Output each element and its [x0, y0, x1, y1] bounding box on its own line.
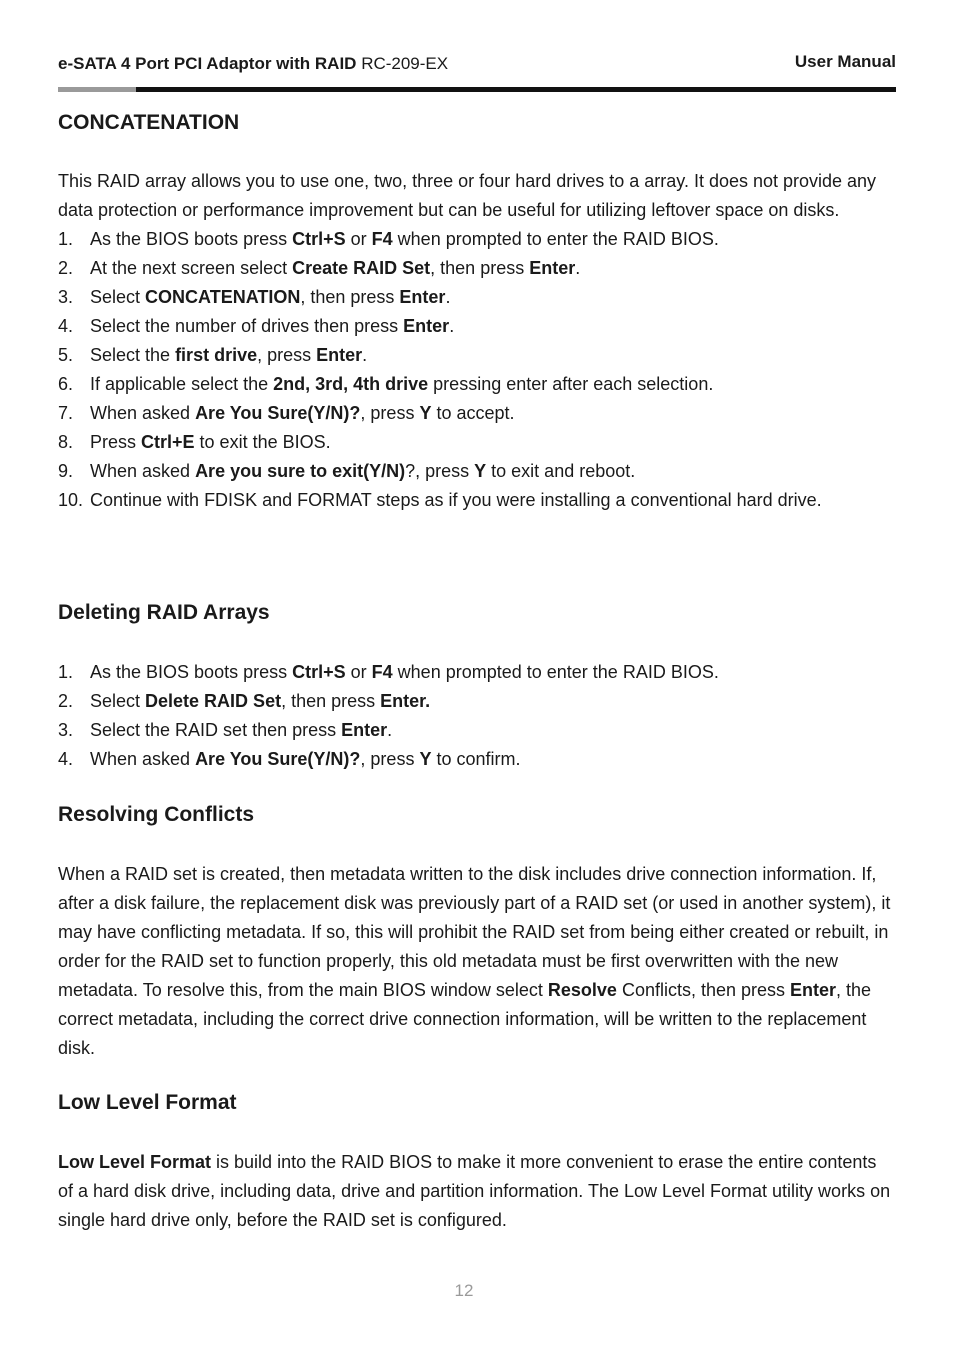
list-item	[58, 716, 896, 745]
text-step: Select the number of drives then press	[90, 316, 404, 336]
text-step: Select the	[90, 345, 176, 365]
emphasis-step: Create RAID Set	[292, 258, 431, 278]
list-item-number: 1.	[58, 229, 74, 249]
list-item-number: 3.	[58, 720, 74, 740]
resolving-heading: Resolving Conflicts	[58, 803, 255, 826]
text-step: If applicable select the	[90, 374, 274, 394]
text-step: or	[345, 662, 372, 682]
text-step: .	[362, 345, 368, 365]
emphasis-step: Are You Sure(Y/N)?	[195, 403, 361, 423]
emphasis-span: Low Level Format	[58, 1152, 212, 1172]
text-step: Press	[90, 432, 142, 452]
concatenation-steps	[58, 225, 896, 515]
list-item-number: 3.	[58, 287, 74, 307]
text-step: .	[445, 287, 451, 307]
list-item	[58, 486, 896, 515]
text-step: to confirm.	[431, 749, 521, 769]
text-span: When a RAID set is created, then metadata written to the disk includes drive connection information. If, after a disk failure, the replacement disk was previously part of a RAID set (or used in another system), it may have conflicting metadata. If so, this will prohibit the RAID set from being either created or rebuilt, in order for the RAID set to function properly, this old metadata must be first overwritten with the new metadata. To resolve this, from the main BIOS window select	[58, 864, 891, 1000]
list-item	[58, 312, 896, 341]
list-item	[58, 428, 896, 457]
text-step: .	[575, 258, 581, 278]
list-item	[58, 658, 896, 687]
resolving-section	[58, 860, 896, 1063]
header-title	[58, 52, 448, 76]
text-step: or	[345, 229, 372, 249]
emphasis-step: 2nd, 3rd, 4th drive	[273, 374, 429, 394]
text-step: When asked	[90, 749, 196, 769]
emphasis-step: F4	[371, 229, 393, 249]
emphasis-step: Enter	[316, 345, 363, 365]
text-step: , then press	[300, 287, 400, 307]
page-number: 12	[454, 1281, 474, 1300]
text-step: .	[387, 720, 393, 740]
list-item	[58, 225, 896, 254]
text-step: ?, press	[405, 461, 475, 481]
text-span: , the correct metadata, including the correct drive connection information, will be written to the replacement disk.	[58, 980, 872, 1058]
emphasis-step: Ctrl+S	[292, 229, 346, 249]
list-item	[58, 283, 896, 312]
list-item-number: 9.	[58, 461, 74, 481]
emphasis-step: Enter	[399, 287, 446, 307]
list-item-number: 6.	[58, 374, 74, 394]
list-item	[58, 254, 896, 283]
text-step: Continue with FDISK and FORMAT steps as if you were installing a conventional hard drive.	[90, 490, 822, 510]
text-step: As the BIOS boots press	[90, 662, 293, 682]
text-span: is build into the RAID BIOS to make it more convenient to erase the entire contents of a hard disk drive, including data, drive and partition information. The Low Level Format utility works on single hard drive only, before the RAID set is configured.	[58, 1152, 891, 1230]
list-item-number: 7.	[58, 403, 74, 423]
text-step: , then press	[430, 258, 530, 278]
deleting-heading: Deleting RAID Arrays	[58, 601, 270, 624]
text-span: Conflicts, then press	[616, 980, 791, 1000]
emphasis-step: F4	[371, 662, 393, 682]
concatenation-intro: This RAID array allows you to use one, two, three or four hard drives to a array. It does not provide any data protection or performance improvement but can be useful for utilizing leftover space on disks.	[58, 171, 877, 220]
list-item-number: 1.	[58, 662, 74, 682]
text-step: Select the RAID set then press	[90, 720, 342, 740]
list-item-number: 4.	[58, 316, 74, 336]
text-step: .	[449, 316, 455, 336]
emphasis-span: Resolve	[547, 980, 617, 1000]
emphasis-step: first drive	[175, 345, 258, 365]
low-level-heading: Low Level Format	[58, 1091, 237, 1114]
emphasis-step: Y	[419, 403, 432, 423]
header-product: e-SATA 4 Port PCI Adaptor with RAID	[58, 54, 357, 73]
header-rule-accent	[58, 87, 136, 92]
resolving-paragraph	[58, 860, 896, 1063]
text-step: , press	[360, 749, 420, 769]
emphasis-step: Ctrl+E	[141, 432, 195, 452]
concatenation-section	[58, 167, 896, 515]
emphasis-step: Are You Sure(Y/N)?	[195, 749, 361, 769]
text-step: , press	[257, 345, 317, 365]
list-item	[58, 457, 896, 486]
deleting-section	[58, 658, 896, 774]
text-step: As the BIOS boots press	[90, 229, 293, 249]
text-step: Select	[90, 691, 146, 711]
list-item	[58, 399, 896, 428]
list-item-number: 10.	[58, 490, 84, 510]
list-item	[58, 745, 896, 774]
text-step: When asked	[90, 461, 196, 481]
list-item	[58, 341, 896, 370]
emphasis-span: Enter	[790, 980, 837, 1000]
list-item	[58, 370, 896, 399]
text-step: to exit the BIOS.	[194, 432, 331, 452]
page-header	[58, 52, 896, 76]
list-item	[58, 687, 896, 716]
header-doc-type: User Manual	[794, 52, 896, 71]
list-item-number: 2.	[58, 258, 74, 278]
concatenation-heading: CONCATENATION	[58, 111, 240, 134]
list-item-number: 2.	[58, 691, 74, 711]
emphasis-step: Y	[474, 461, 487, 481]
emphasis-step: CONCATENATION	[145, 287, 301, 307]
emphasis-step: Enter	[341, 720, 388, 740]
text-step: , press	[360, 403, 420, 423]
emphasis-step: Enter.	[380, 691, 431, 711]
deleting-steps	[58, 658, 896, 774]
text-step: to exit and reboot.	[486, 461, 636, 481]
emphasis-step: Enter	[529, 258, 576, 278]
text-step: when prompted to enter the RAID BIOS.	[392, 229, 719, 249]
header-rule	[136, 87, 896, 92]
text-step: When asked	[90, 403, 196, 423]
text-step: to accept.	[431, 403, 515, 423]
emphasis-step: Y	[419, 749, 432, 769]
low-level-paragraph	[58, 1148, 896, 1235]
emphasis-step: Are you sure to exit(Y/N)	[195, 461, 406, 481]
emphasis-step: Enter	[403, 316, 450, 336]
header-model: RC-209-EX	[361, 54, 449, 73]
text-step: when prompted to enter the RAID BIOS.	[392, 662, 719, 682]
list-item-number: 5.	[58, 345, 74, 365]
text-step: , then press	[281, 691, 381, 711]
list-item-number: 8.	[58, 432, 74, 452]
text-step: At the next screen select	[90, 258, 293, 278]
text-step: pressing enter after each selection.	[428, 374, 714, 394]
low-level-section	[58, 1148, 896, 1235]
list-item-number: 4.	[58, 749, 74, 769]
emphasis-step: Ctrl+S	[292, 662, 346, 682]
emphasis-step: Delete RAID Set	[145, 691, 282, 711]
text-step: Select	[90, 287, 146, 307]
